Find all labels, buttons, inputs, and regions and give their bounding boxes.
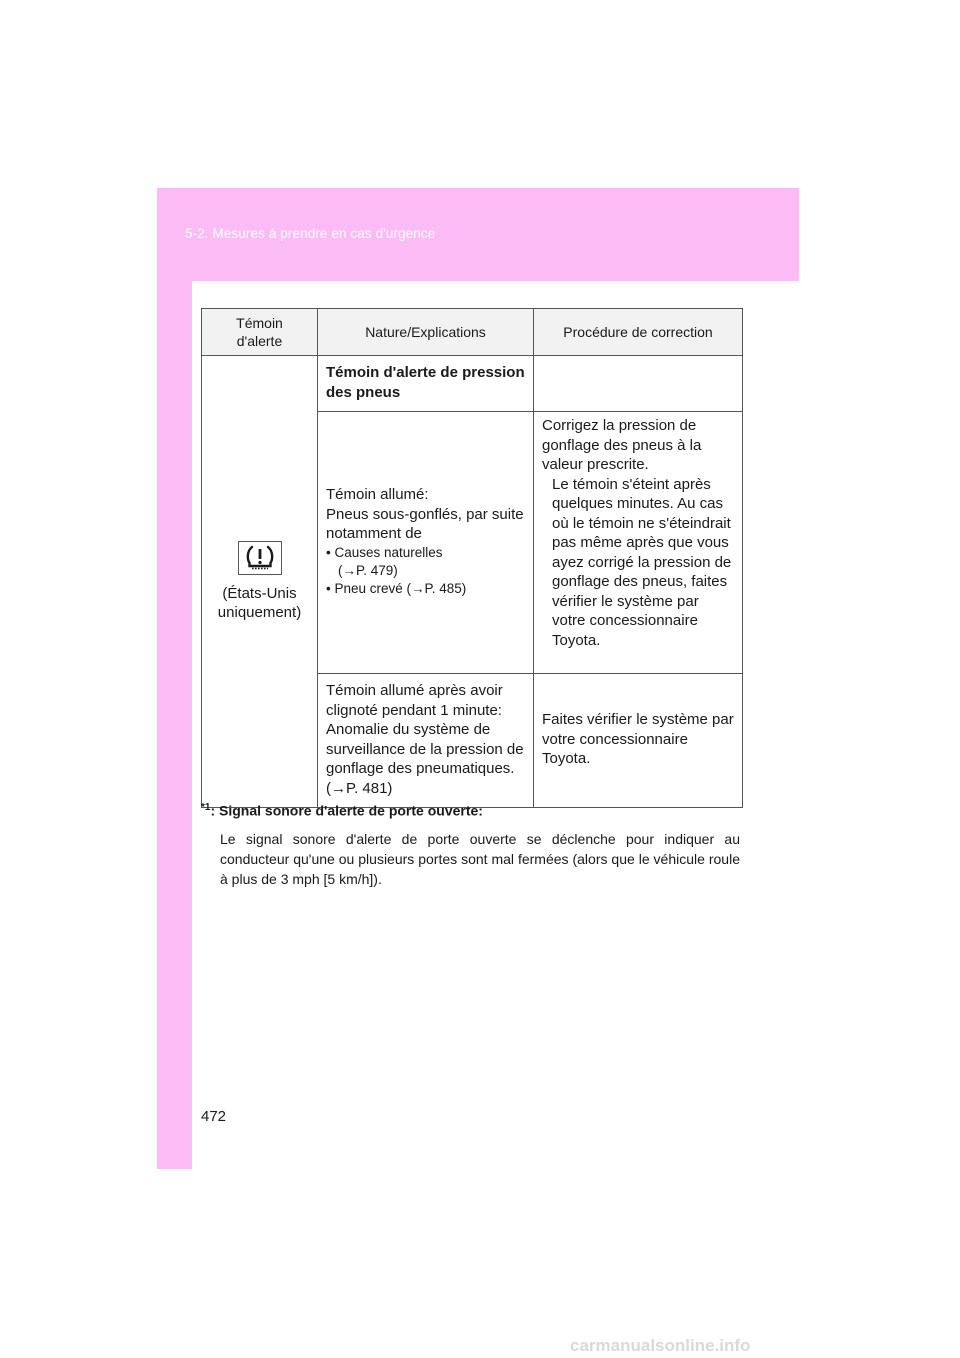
column-header-indicator: Témoin d'alerte <box>202 309 318 356</box>
indicator-cell <box>202 356 318 808</box>
correction-cell-1 <box>534 412 743 674</box>
footnote-title: : Signal sonore d'alerte de porte ouverte: <box>210 802 483 819</box>
footnote-heading <box>201 802 483 819</box>
tire-pressure-warning-icon <box>238 541 282 575</box>
column-header-correction: Procédure de correction <box>534 309 743 356</box>
page-number: 472 <box>201 1108 227 1125</box>
table-header-row <box>202 309 743 356</box>
cause-natural-ref: (→P. 479) <box>338 562 398 578</box>
column-header-explanation: Nature/Explications <box>318 309 534 356</box>
explanation-cell-1 <box>318 412 534 674</box>
table-row <box>202 356 743 412</box>
cause-natural: • Causes naturelles <box>326 544 443 560</box>
indicator-location-line1: (États-Unis <box>222 585 297 603</box>
explanation-cell-2: Témoin allumé après avoir clignoté pendant 1 minute: Anomalie du système de surveillance de la pression de gonflage des pneumatiques. (→P. 481) <box>318 674 534 808</box>
footnote-marker: *1 <box>201 802 211 813</box>
correction-detail: Le témoin s'éteint après quelques minutes. Au cas où le témoin ne s'éteindrait pas même après que vous ayez corrigé la pression de gonflage des pneus, faites vérifier le système par votre concessionnaire Toyota. <box>552 475 732 649</box>
indicator-location-line2: uniquement) <box>217 604 302 622</box>
footnote-body: Le signal sonore d'alerte de porte ouverte se déclenche pour indiquer au conducteur qu'une ou plusieurs portes sont mal fermées (alors que le véhicule roule à plus de 3 mph [5 km/h]). <box>220 831 740 887</box>
side-strip <box>157 188 192 1169</box>
correction-cell-2: Faites vérifier le système par votre concessionnaire Toyota. <box>534 674 743 808</box>
warning-light-table <box>201 308 743 808</box>
empty-cell <box>534 356 743 412</box>
watermark: carmanualsonline.info <box>570 1336 751 1355</box>
correction-main: Corrigez la pression de gonflage des pneus à la valeur prescrite. <box>542 417 702 473</box>
indicator-title: Témoin d'alerte de pression des pneus <box>318 356 534 412</box>
cause-puncture: • Pneu crevé (→P. 485) <box>326 580 467 596</box>
explanation-intro: Témoin allumé: <box>326 486 429 504</box>
explanation-cause: Pneus sous-gonflés, par suite notamment de <box>326 505 524 543</box>
section-title: 5-2. Mesures à prendre en cas d'urgence <box>185 226 436 241</box>
